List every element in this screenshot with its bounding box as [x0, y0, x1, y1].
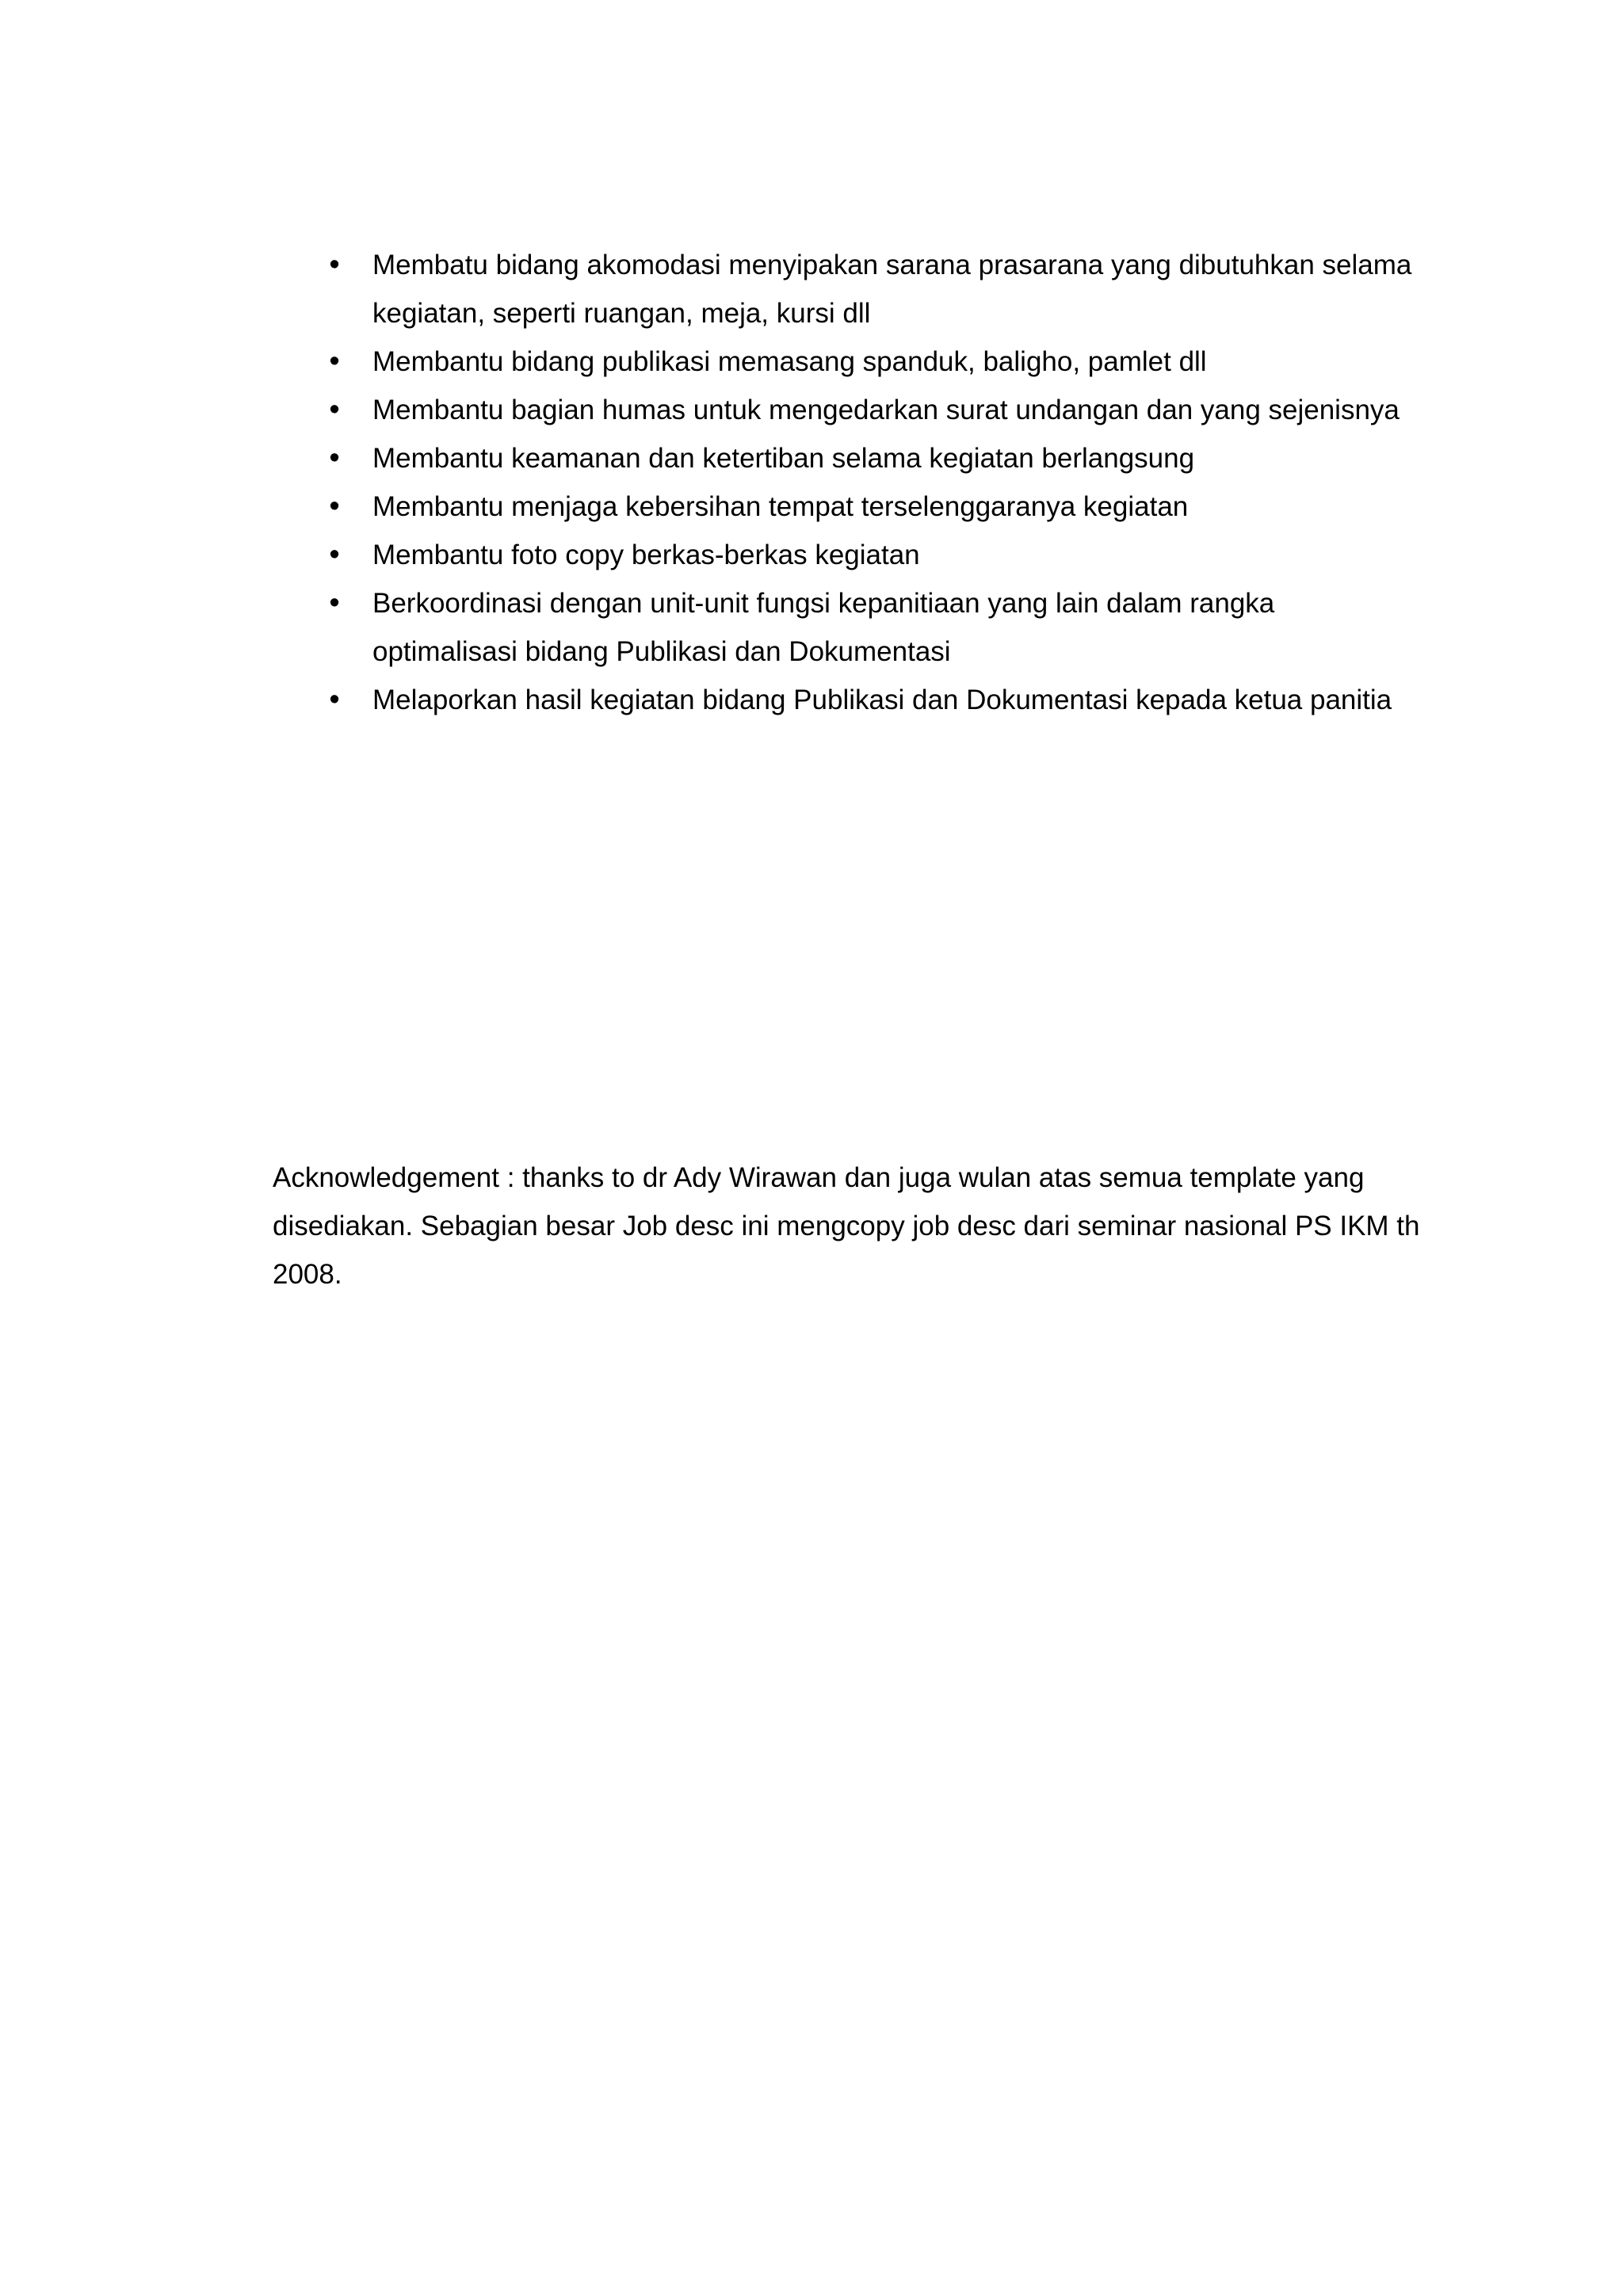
list-item: [317, 482, 1426, 531]
list-item-text: Membantu bidang publikasi memasang spanduk, baligho, pamlet dll: [372, 346, 1207, 377]
list-item-text: Berkoordinasi dengan unit-unit fungsi kepanitiaan yang lain dalam rangka optimalisasi bidang Publikasi dan Dokumentasi: [372, 588, 1275, 667]
list-item-text: Membantu bagian humas untuk mengedarkan surat undangan dan yang sejenisnya: [372, 395, 1400, 425]
bullet-icon: •: [329, 683, 340, 716]
bullet-icon: •: [329, 345, 340, 378]
task-list: [317, 241, 1426, 724]
list-item: [317, 676, 1426, 724]
bullet-icon: •: [329, 586, 340, 620]
list-item: [317, 386, 1426, 434]
list-item-text: Membantu menjaga kebersihan tempat terselenggaranya kegiatan: [372, 491, 1189, 522]
bullet-icon: •: [329, 538, 340, 571]
list-item-text: Melaporkan hasil kegiatan bidang Publikasi dan Dokumentasi kepada ketua panitia: [372, 685, 1392, 715]
list-item: [317, 531, 1426, 579]
list-item: [317, 579, 1426, 676]
bullet-icon: •: [329, 490, 340, 523]
bullet-icon: •: [329, 441, 340, 475]
list-item-text: Membantu keamanan dan ketertiban selama kegiatan berlangsung: [372, 443, 1195, 474]
list-item: [317, 241, 1426, 338]
bullet-icon: •: [329, 393, 340, 426]
bullet-icon: •: [329, 248, 340, 281]
acknowledgement-paragraph: Acknowledgement : thanks to dr Ady Wirawan dan juga wulan atas semua template yang disediakan. Sebagian besar Job desc ini mengcopy job desc dari seminar nasional PS IKM th 2008.: [273, 1162, 1420, 1290]
list-item: [317, 434, 1426, 482]
list-item-text: Membantu foto copy berkas-berkas kegiatan: [372, 540, 920, 570]
list-item: [317, 338, 1426, 386]
list-item-text: Membatu bidang akomodasi menyipakan sarana prasarana yang dibutuhkan selama kegiatan, seperti ruangan, meja, kursi dll: [372, 250, 1412, 329]
